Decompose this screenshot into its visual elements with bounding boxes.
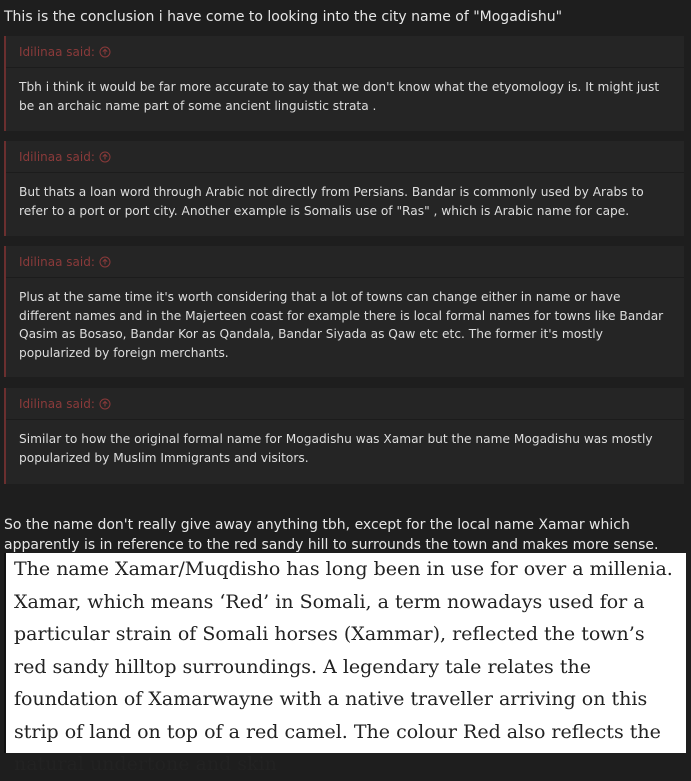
- post-intro: This is the conclusion i have come to looking into the city name of "Mogadishu": [4, 9, 563, 25]
- quote-body: Similar to how the original formal name for Mogadishu was Xamar but the name Mogadishu was mostly popularized by Muslim Immigrants and visitors.: [19, 432, 653, 465]
- quote-header[interactable]: [6, 36, 684, 68]
- arrow-up-circle-icon[interactable]: [99, 46, 111, 58]
- quote-block: [4, 246, 684, 377]
- excerpt-text: The name Xamar/Muqdisho has long been in use for over a millenia. Xamar, which means ‘Red’ in Somali, a term nowadays used for a particular strain of Somali horses (Xammar), reflected the town’s red sandy hilltop surroundings. A legendary tale relates the foundation of Xamarwayne with a native traveller arriving on this strip of land on top of a red camel. The colour Red also reflects the natural undertone and skin: [14, 558, 673, 775]
- quote-block: [4, 36, 684, 131]
- quote-body: Tbh i think it would be far more accurate to say that we don't know what the etyomology is. It might just be an archaic name part of some ancient linguistic strata .: [19, 80, 660, 113]
- quote-body: Plus at the same time it's worth considering that a lot of towns can change either in name or have different names and in the Majerteen coast for example there is local formal names for towns like Bandar Qasim as Bosaso, Bandar Kor as Qandala, Bandar Siyada as Qaw etc etc. The former it's mostly popularized by foreign merchants.: [19, 290, 664, 360]
- quote-author: Idilinaa said:: [19, 254, 95, 269]
- arrow-up-circle-icon[interactable]: [99, 151, 111, 163]
- excerpt-image: [4, 553, 686, 775]
- quote-body: But thats a loan word through Arabic not directly from Persians. Bandar is commonly used by Arabs to refer to a port or port city. Another example is Somalis use of "Ras" , which is Arabic name for cape.: [19, 185, 644, 218]
- quote-header[interactable]: [6, 141, 684, 173]
- quote-block: [4, 141, 684, 236]
- quote-author: Idilinaa said:: [19, 396, 95, 411]
- arrow-up-circle-icon[interactable]: [99, 398, 111, 410]
- quote-header[interactable]: [6, 388, 684, 420]
- quote-author: Idilinaa said:: [19, 44, 95, 59]
- arrow-up-circle-icon[interactable]: [99, 256, 111, 268]
- quote-author: Idilinaa said:: [19, 149, 95, 164]
- quote-header[interactable]: [6, 246, 684, 278]
- post-outro: So the name don't really give away anything tbh, except for the local name Xamar which apparently is in reference to the red sandy hill to surrounds the town and makes more sense.: [4, 517, 659, 553]
- quote-block: [4, 388, 684, 484]
